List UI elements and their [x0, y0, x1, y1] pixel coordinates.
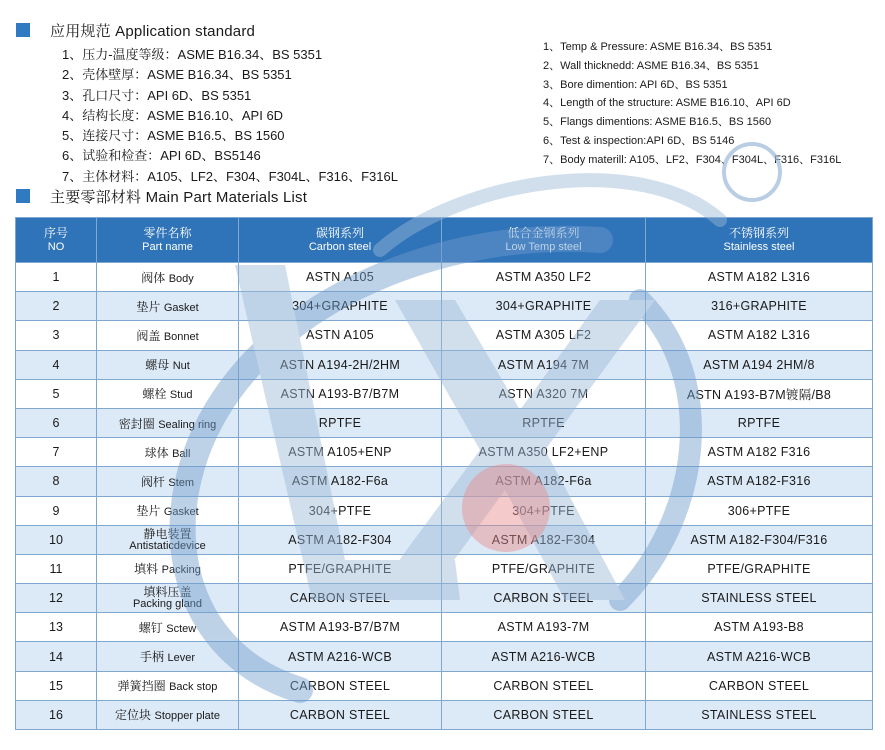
part-name-cn: 阀盖	[136, 328, 161, 343]
part-name-en: Sealing ring	[158, 418, 217, 431]
carbon-steel-value: ASTN A194-2H/2HM	[239, 350, 442, 379]
standard-item-en: 6、Test & inspection:API 6D、BS 5146	[543, 134, 735, 147]
part-name	[97, 350, 239, 379]
table-row	[16, 263, 873, 292]
column-header-cn: 碳钢系列	[315, 226, 364, 240]
low-temp-steel-value: PTFE/GRAPHITE	[442, 554, 646, 583]
part-name-en: Packing	[161, 564, 201, 577]
part-name	[97, 321, 239, 350]
carbon-steel-value: PTFE/GRAPHITE	[239, 554, 442, 583]
part-name	[97, 292, 239, 321]
carbon-steel-value: CARBON STEEL	[239, 584, 442, 613]
low-temp-steel-value: ASTM A182-F304	[442, 525, 646, 554]
table-row	[16, 321, 873, 350]
part-name-en: Nut	[172, 360, 190, 373]
materials-list-title: 主要零部材料 Main Part Materials List	[50, 188, 308, 206]
standard-item-en: 7、Body materill: A105、LF2、F304、F304L、F316、F316L	[543, 153, 842, 166]
table-row	[16, 642, 873, 671]
carbon-steel-value: ASTM A105+ENP	[239, 438, 442, 467]
low-temp-steel-value: CARBON STEEL	[442, 671, 646, 700]
application-standard-heading	[16, 20, 255, 40]
row-number: 9	[16, 496, 97, 525]
row-number: 7	[16, 438, 97, 467]
stainless-steel-value: ASTM A182 L316	[646, 321, 873, 350]
part-name-en: Bonnet	[163, 330, 199, 343]
carbon-steel-value: ASTM A216-WCB	[239, 642, 442, 671]
row-number: 4	[16, 350, 97, 379]
part-name-en: Stud	[169, 389, 193, 402]
table-row	[16, 496, 873, 525]
low-temp-steel-value: ASTM A194 7M	[442, 350, 646, 379]
section-square-icon	[16, 189, 30, 203]
part-name	[97, 642, 239, 671]
part-name	[97, 671, 239, 700]
part-name-en: Gasket	[163, 301, 199, 314]
row-number: 16	[16, 700, 97, 729]
part-name	[97, 496, 239, 525]
part-name-en: Antistaticdevice	[129, 539, 206, 552]
column-header-cn: 零件名称	[143, 226, 192, 240]
column-header-en: Low Temp steel	[505, 241, 582, 253]
standard-item-cn: 5、连接尺寸：ASME B16.5、BS 1560	[62, 128, 285, 144]
column-header-cn: 不锈钢系列	[728, 226, 789, 240]
row-number: 8	[16, 467, 97, 496]
part-name-cn: 螺钉	[138, 620, 163, 635]
row-number: 12	[16, 584, 97, 613]
application-standard-title: 应用规范 Application standard	[50, 22, 256, 40]
part-name	[97, 263, 239, 292]
stainless-steel-value: CARBON STEEL	[646, 671, 873, 700]
low-temp-steel-value: ASTM A216-WCB	[442, 642, 646, 671]
carbon-steel-value: CARBON STEEL	[239, 671, 442, 700]
part-name-cn: 手柄	[139, 650, 164, 665]
part-name	[97, 467, 239, 496]
column-header	[646, 218, 873, 263]
stainless-steel-value: ASTM A182 L316	[646, 263, 873, 292]
table-row	[16, 350, 873, 379]
row-number: 11	[16, 554, 97, 583]
materials-table	[15, 217, 873, 730]
part-name	[97, 613, 239, 642]
stainless-steel-value: STAINLESS STEEL	[646, 584, 873, 613]
stainless-steel-value: ASTM A182-F316	[646, 467, 873, 496]
low-temp-steel-value: ASTM A182-F6a	[442, 467, 646, 496]
materials-table-body	[16, 263, 873, 730]
part-name-en: Lever	[167, 652, 196, 665]
stainless-steel-value: PTFE/GRAPHITE	[646, 554, 873, 583]
stainless-steel-value: ASTM A182-F304/F316	[646, 525, 873, 554]
stainless-steel-value: ASTM A194 2HM/8	[646, 350, 873, 379]
column-header-en: NO	[47, 241, 65, 253]
column-header-en: Part name	[142, 241, 193, 253]
column-header	[442, 218, 646, 263]
stainless-steel-value: ASTM A182 F316	[646, 438, 873, 467]
low-temp-steel-value: ASTM A193-7M	[442, 613, 646, 642]
part-name-en: Stem	[168, 476, 195, 489]
table-row	[16, 613, 873, 642]
carbon-steel-value: 304+PTFE	[239, 496, 442, 525]
part-name-en: Back stop	[169, 681, 218, 694]
part-name-cn: 填料压盖	[143, 585, 192, 600]
part-name-en: Ball	[172, 447, 191, 460]
standard-item-cn: 6、试验和检查：API 6D、BS5146	[62, 148, 261, 164]
stainless-steel-value: STAINLESS STEEL	[646, 700, 873, 729]
part-name	[97, 700, 239, 729]
table-row	[16, 292, 873, 321]
low-temp-steel-value: CARBON STEEL	[442, 584, 646, 613]
column-header	[16, 218, 97, 263]
column-header-en: Carbon steel	[308, 241, 372, 253]
part-name	[97, 408, 239, 437]
standard-item-en: 5、Flangs dimentions: ASME B16.5、BS 1560	[543, 116, 772, 129]
part-name-cn: 球体	[144, 445, 169, 460]
part-name-en: Sctew	[166, 622, 197, 635]
row-number: 3	[16, 321, 97, 350]
stainless-steel-value: ASTM A216-WCB	[646, 642, 873, 671]
table-row	[16, 671, 873, 700]
row-number: 5	[16, 379, 97, 408]
carbon-steel-value: RPTFE	[239, 408, 442, 437]
part-name-en: Gasket	[163, 506, 199, 519]
row-number: 6	[16, 408, 97, 437]
table-row	[16, 438, 873, 467]
header-row	[16, 218, 873, 263]
standard-item-cn: 1、压力-温度等级：ASME B16.34、BS 5351	[62, 47, 323, 62]
standard-item-cn: 4、结构长度：ASME B16.10、API 6D	[62, 107, 284, 123]
part-name	[97, 554, 239, 583]
carbon-steel-value: CARBON STEEL	[239, 700, 442, 729]
carbon-steel-value: ASTN A193-B7/B7M	[239, 379, 442, 408]
standard-item-en: 1、Temp & Pressure: ASME B16.34、BS 5351	[543, 41, 773, 53]
application-standard-list-en	[543, 38, 841, 170]
row-number: 1	[16, 263, 97, 292]
low-temp-steel-value: ASTM A305 LF2	[442, 321, 646, 350]
part-name	[97, 438, 239, 467]
low-temp-steel-value: ASTN A320 7M	[442, 379, 646, 408]
standard-item-en: 2、Wall thicknedd: ASME B16.34、BS 5351	[543, 59, 760, 72]
part-name-en: Body	[168, 272, 194, 285]
low-temp-steel-value: RPTFE	[442, 408, 646, 437]
part-name-cn: 弹簧挡圈	[117, 679, 166, 694]
row-number: 14	[16, 642, 97, 671]
application-standard-list-cn	[62, 45, 398, 187]
part-name-cn: 垫片	[136, 504, 161, 519]
part-name-cn: 螺栓	[142, 387, 167, 402]
part-name-cn: 定位块	[115, 708, 152, 723]
table-row	[16, 554, 873, 583]
part-name	[97, 584, 239, 613]
part-name-en: Packing gland	[132, 598, 203, 611]
carbon-steel-value: ASTN A105	[239, 263, 442, 292]
part-name-cn: 静电装置	[143, 526, 192, 541]
stainless-steel-value: ASTN A193-B7M镀隔/B8	[646, 379, 873, 408]
low-temp-steel-value: ASTM A350 LF2	[442, 263, 646, 292]
section-square-icon	[16, 23, 30, 37]
part-name-cn: 螺母	[145, 358, 170, 373]
standard-item-cn: 7、主体材料：A105、LF2、F304、F304L、F316、F316L	[62, 168, 398, 184]
part-name-cn: 密封圈	[118, 416, 155, 431]
low-temp-steel-value: 304+GRAPHITE	[442, 292, 646, 321]
carbon-steel-value: ASTM A182-F6a	[239, 467, 442, 496]
column-header	[97, 218, 239, 263]
low-temp-steel-value: ASTM A350 LF2+ENP	[442, 438, 646, 467]
materials-list-heading	[16, 186, 307, 206]
table-row	[16, 467, 873, 496]
low-temp-steel-value: CARBON STEEL	[442, 700, 646, 729]
stainless-steel-value: RPTFE	[646, 408, 873, 437]
carbon-steel-value: 304+GRAPHITE	[239, 292, 442, 321]
part-name-cn: 阀体	[141, 270, 166, 285]
row-number: 2	[16, 292, 97, 321]
stainless-steel-value: ASTM A193-B8	[646, 613, 873, 642]
standard-item-cn: 3、孔口尺寸：API 6D、BS 5351	[62, 87, 252, 103]
table-row	[16, 700, 873, 729]
table-row	[16, 379, 873, 408]
low-temp-steel-value: 304+PTFE	[442, 496, 646, 525]
row-number: 13	[16, 613, 97, 642]
materials-table-header	[16, 218, 873, 263]
column-header	[239, 218, 442, 263]
table-row	[16, 408, 873, 437]
part-name	[97, 525, 239, 554]
part-name	[97, 379, 239, 408]
part-name-cn: 阀杆	[140, 474, 165, 489]
row-number: 10	[16, 525, 97, 554]
carbon-steel-value: ASTM A193-B7/B7M	[239, 613, 442, 642]
column-header-cn: 序号	[43, 226, 68, 240]
standard-item-en: 4、Length of the structure: ASME B16.10、API 6D	[543, 97, 791, 110]
row-number: 15	[16, 671, 97, 700]
carbon-steel-value: ASTN A105	[239, 321, 442, 350]
part-name-en: Stopper plate	[154, 710, 220, 723]
column-header-en: Stainless steel	[723, 241, 795, 253]
standard-item-cn: 2、壳体壁厚：ASME B16.34、BS 5351	[62, 67, 292, 83]
standard-item-en: 3、Bore dimention: API 6D、BS 5351	[543, 78, 728, 91]
stainless-steel-value: 306+PTFE	[646, 496, 873, 525]
stainless-steel-value: 316+GRAPHITE	[646, 292, 873, 321]
part-name-cn: 垫片	[136, 299, 161, 314]
column-header-cn: 低合金钢系列	[507, 226, 580, 240]
part-name-cn: 填料	[134, 562, 159, 577]
carbon-steel-value: ASTM A182-F304	[239, 525, 442, 554]
table-row	[16, 584, 873, 613]
table-row	[16, 525, 873, 554]
